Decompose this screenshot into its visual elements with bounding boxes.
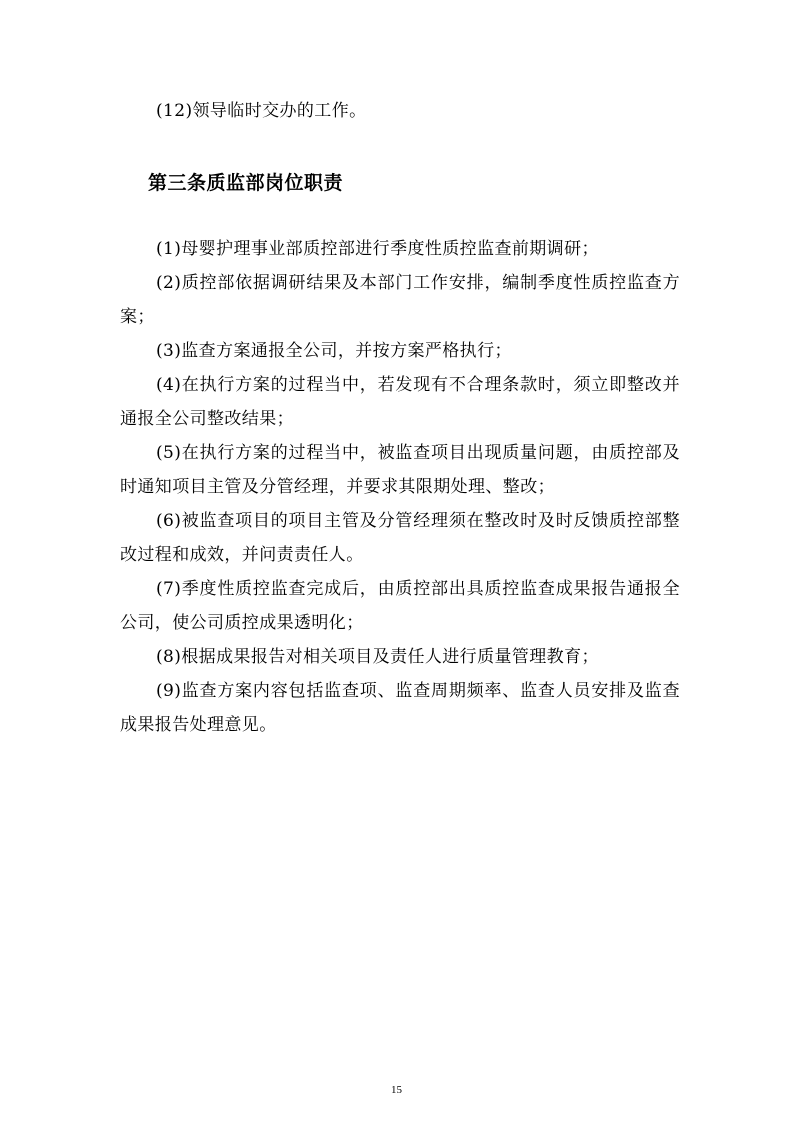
document-body (120, 94, 680, 742)
list-item: (2)质控部依据调研结果及本部门工作安排，编制季度性质控监查方案； (120, 273, 680, 327)
page-number: 15 (391, 1084, 402, 1096)
list-item: (3)监查方案通报全公司，并按方案严格执行； (156, 341, 512, 361)
list-item: (8)根据成果报告对相关项目及责任人进行质量管理教育； (156, 647, 599, 667)
intro-item: (12)领导临时交办的工作。 (156, 101, 367, 121)
list-item: (7)季度性质控监查完成后，由质控部出具质控监查成果报告通报全公司，使公司质控成果透明化； (120, 579, 680, 633)
list-item: (5)在执行方案的过程当中，被监查项目出现质量问题，由质控部及时通知项目主管及分管经理，并要求其限期处理、整改； (120, 443, 680, 497)
list-item: (4)在执行方案的过程当中，若发现有不合理条款时，须立即整改并通报全公司整改结果； (120, 375, 680, 429)
list-item: (6)被监查项目的项目主管及分管经理须在整改时及时反馈质控部整改过程和成效，并问责责任人。 (120, 511, 680, 565)
section-heading: 第三条质监部岗位职责 (148, 172, 344, 194)
list-item: (1)母婴护理事业部质控部进行季度性质控监查前期调研； (156, 239, 599, 259)
list-item: (9)监查方案内容包括监查项、监查周期频率、监查人员安排及监查成果报告处理意见。 (120, 681, 680, 735)
